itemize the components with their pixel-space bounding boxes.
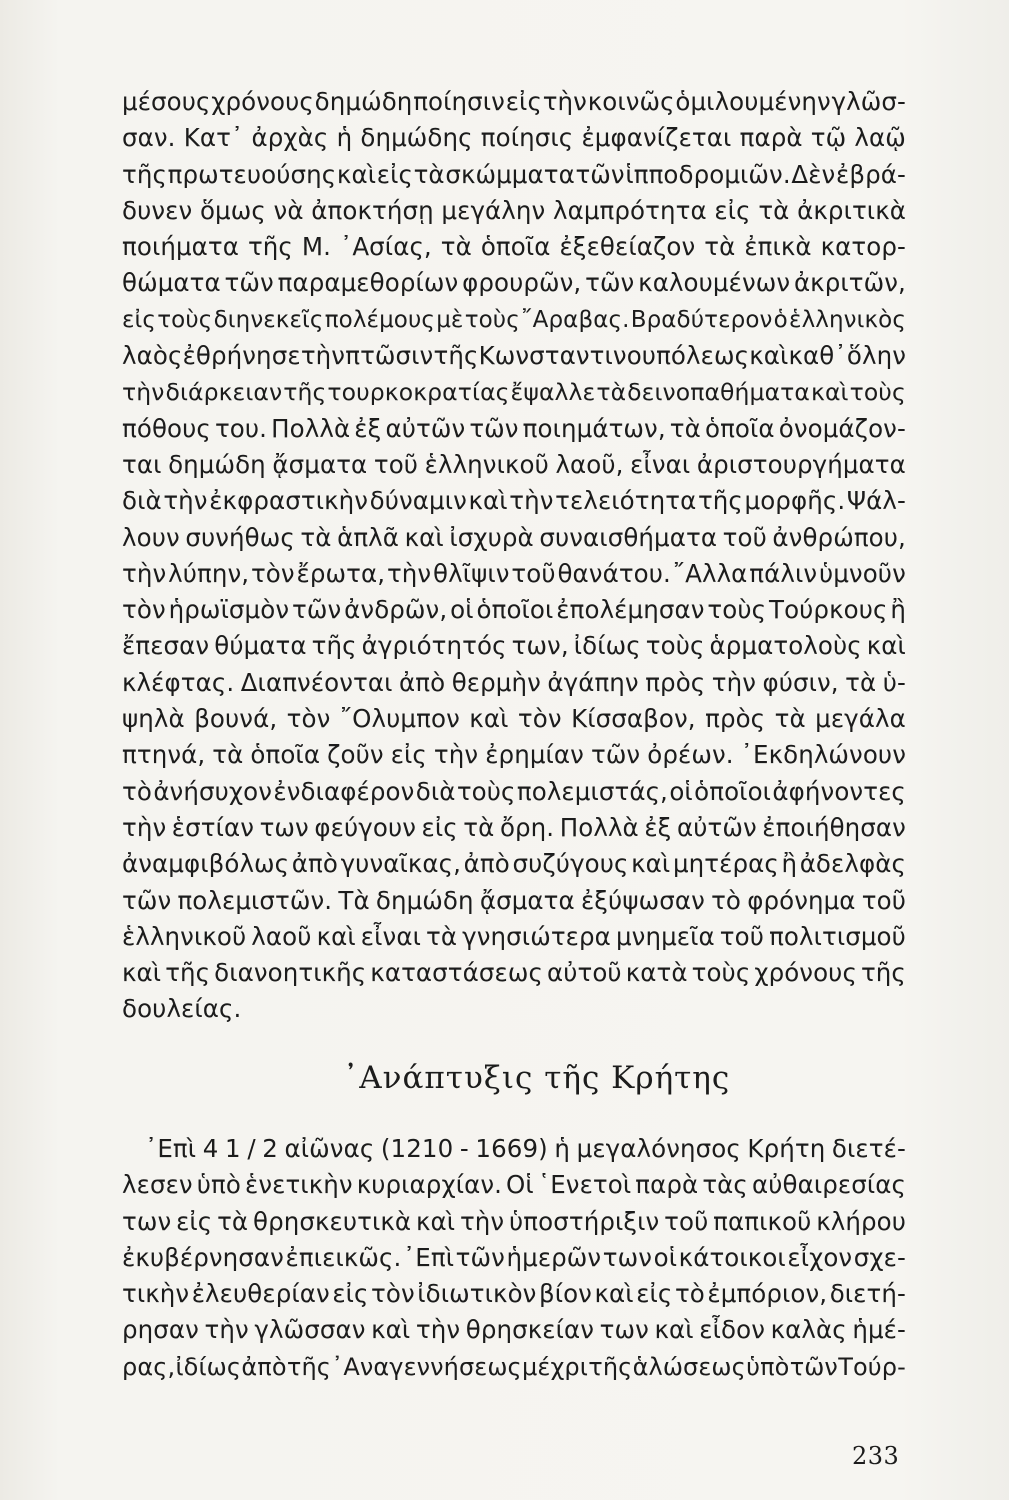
text-line: καὶ τῆς διανοητικῆς καταστάσεως αὐτοῦ κατὰ τοὺς χρόνους τῆς — [122, 958, 906, 988]
text-line: τῶν πολεμιστῶν. Τὰ δημώδη ᾄσματα ἐξύψωσαν τὸ φρόνημα τοῦ — [122, 885, 906, 915]
text-line: πόθους του. Πολλὰ ἐξ αὐτῶν τῶν ποιημάτων, τὰ ὁποῖα ὀνομάζον- — [122, 413, 906, 443]
text-line: τὴν λύπην, τὸν ἔρωτα, τὴν θλῖψιν τοῦ θανάτου. ῎Αλλα πάλιν ὑμνοῦν — [122, 558, 906, 588]
text-line-last: δουλείας. — [122, 994, 242, 1024]
text-line: ἀναμφιβόλως ἀπὸ γυναῖκας, ἀπὸ συζύγους καὶ μητέρας ἢ ἀδελφὰς — [122, 849, 906, 879]
text-line: τὸν ἡρωϊσμὸν τῶν ἀνδρῶν, οἱ ὁποῖοι ἐπολέμησαν τοὺς Τούρκους ἢ — [122, 595, 906, 625]
text-line: τικὴν ἐλευθερίαν εἰς τὸν ἰδιωτικὸν βίον καὶ εἰς τὸ ἐμπόριον, διετή- — [122, 1279, 906, 1309]
section-heading: ᾽Ανάπτυξις τῆς Κρήτης — [342, 1060, 731, 1096]
text-line: πτηνά, τὰ ὁποῖα ζοῦν εἰς τὴν ἐρημίαν τῶν ὀρέων. ᾽Εκδηλώνουν — [122, 740, 906, 770]
text-line: θώματα τῶν παραμεθορίων φρουρῶν, τῶν καλουμένων ἀκριτῶν, — [122, 268, 906, 298]
text-line: ἑλληνικοῦ λαοῦ καὶ εἶναι τὰ γνησιώτερα μνημεῖα τοῦ πολιτισμοῦ — [122, 921, 906, 951]
text-line: λουν συνήθως τὰ ἁπλᾶ καὶ ἰσχυρὰ συναισθήματα τοῦ ἀνθρώπου, — [122, 522, 906, 552]
text-line: των εἰς τὰ θρησκευτικὰ καὶ τὴν ὑποστήριξιν τοῦ παπικοῦ κλήρου — [122, 1206, 906, 1236]
text-line: ψηλὰ βουνά, τὸν ῎Ολυμπον καὶ τὸν Κίσσαβον, πρὸς τὰ μεγάλα — [122, 704, 906, 734]
text-line: μέσους χρόνους δημώδη ποίησιν εἰς τὴν κοινῶς ὁμιλουμένην γλῶσ- — [122, 87, 906, 116]
text-line: τὴν διάρκειαν τῆς τουρκοκρατίας ἔψαλλε τὰ δεινοπαθήματα καὶ τοὺς — [122, 378, 906, 407]
text-line: ἐκυβέρνησαν ἐπιεικῶς. ᾽Επὶ τῶν ἡμερῶν των οἱ κάτοικοι εἶχον σχε- — [122, 1242, 906, 1272]
text-line: τὸ ἀνήσυχον ἐνδιαφέρον διὰ τοὺς πολεμιστάς, οἱ ὁποῖοι ἀφήνοντες — [122, 776, 906, 806]
text-line: ποιήματα τῆς Μ. ᾽Ασίας, τὰ ὁποῖα ἐξεθείαζον τὰ ἐπικὰ κατορ- — [122, 232, 906, 262]
text-line: λεσεν ὑπὸ ἑνετικὴν κυριαρχίαν. Οἱ ῾Ενετοὶ παρὰ τὰς αὐθαιρεσίας — [122, 1170, 906, 1200]
text-line: τὴν ἑστίαν των φεύγουν εἰς τὰ ὄρη. Πολλὰ ἐξ αὐτῶν ἐποιήθησαν — [122, 812, 906, 842]
text-line: δυνεν ὅμως νὰ ἀποκτήσῃ μεγάλην λαμπρότητα εἰς τὰ ἀκριτικὰ — [122, 195, 906, 225]
text-line: ἔπεσαν θύματα τῆς ἀγριότητός των, ἰδίως τοὺς ἁρματολοὺς καὶ — [122, 631, 906, 661]
text-line: ρας, ἰδίως ἀπὸ τῆς ᾽Αναγεννήσεως μέχρι τῆς ἁλώσεως ὑπὸ τῶν Τούρ- — [122, 1352, 906, 1381]
text-line: τῆς πρωτευούσης καὶ εἰς τὰ σκώμματα τῶν ἱπποδρομιῶν. Δὲν ἐβρά- — [122, 159, 906, 189]
text-line: σαν. Κατ᾽ ἀρχὰς ἡ δημώδης ποίησις ἐμφανίζεται παρὰ τῷ λαῷ — [122, 123, 906, 153]
text-line: κλέφτας. Διαπνέονται ἀπὸ θερμὴν ἀγάπην πρὸς τὴν φύσιν, τὰ ὑ- — [122, 667, 906, 697]
text-line: διὰ τὴν ἐκφραστικὴν δύναμιν καὶ τὴν τελειότητα τῆς μορφῆς. Ψάλ- — [122, 486, 906, 516]
text-line: ρησαν τὴν γλῶσσαν καὶ τὴν θρησκείαν των καὶ εἶδον καλὰς ἡμέ- — [122, 1315, 906, 1345]
text-line: ται δημώδη ᾄσματα τοῦ ἑλληνικοῦ λαοῦ, εἶναι ἀριστουργήματα — [122, 449, 906, 479]
paragraph-crete — [122, 1131, 906, 1385]
page-number: 233 — [852, 1442, 900, 1470]
text-line: λαὸς ἐθρήνησε τὴν πτῶσιν τῆς Κωνσταντινουπόλεως καὶ καθ᾽ ὅλην — [122, 341, 906, 371]
text-line-first: ᾽Επὶ 4 1 / 2 αἰῶνας (1210 - 1669) ἡ μεγαλόνησος Κρήτη διετέ- — [145, 1134, 906, 1163]
text-line: εἰς τοὺς διηνεκεῖς πολέμους μὲ τοὺς ῎Αραβας. Βραδύτερον ὁ ἑλληνικὸς — [122, 306, 906, 333]
paragraph-folk-poetry — [122, 84, 906, 1028]
